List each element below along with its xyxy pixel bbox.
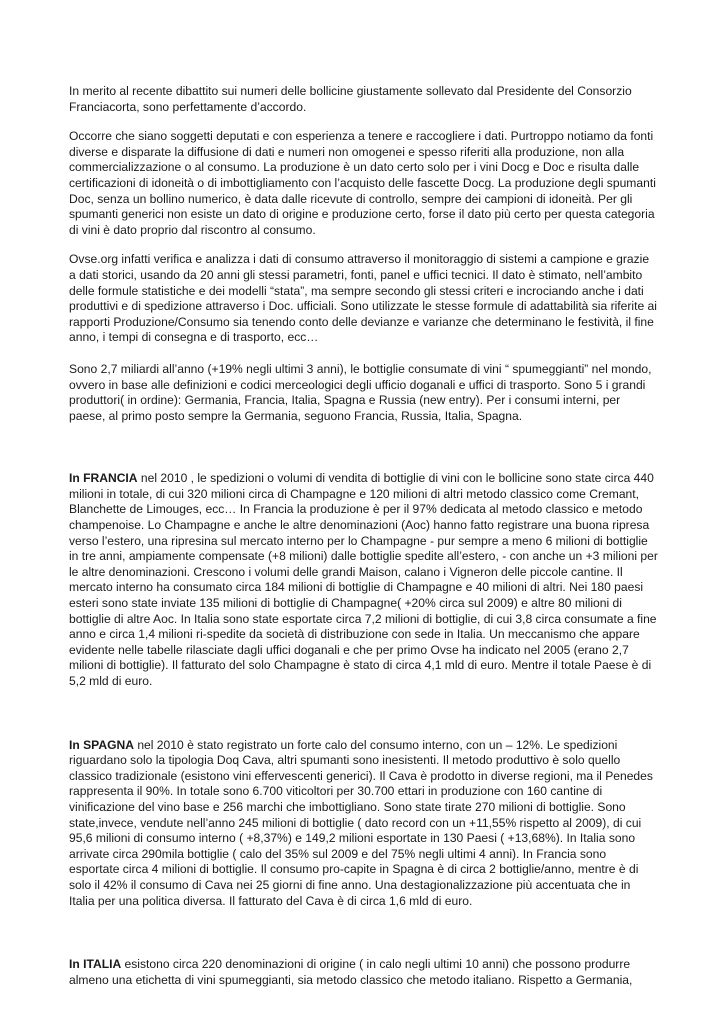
document-page — [69, 84, 659, 988]
paragraph-text: nel 2010 è stato registrato un forte calo del consumo interno, con un – 12%. Le spedizioni riguardano solo la tipologia Doq Cava, altri spumanti sono inesistenti. Il metodo produttivo è solo quello classico tradizionale (esistono vini effervescenti generici). Il Cava è prodotto in diverse regioni, ma il Penedes rappresenta il 90%. In totale sono 6.700 viticoltori per 30.700 ettari in produzione con 160 cantine di vinificazione del vino base e 256 marchi che imbottigliano. Sono state tirate 270 milioni di bottiglie. Sono state,invece, vendute nell’anno 245 milioni di bottiglie ( dato record con un +11,55% rispetto al 2009), di cui 95,6 milioni di consumo interno ( +8,37%) e 149,2 milioni esportate in 130 Paesi ( +13,68%). In Italia sono arrivate circa 290mila bottiglie ( calo del 35% sul 2009 e del 75% negli ultimi 4 anni). In Francia sono esportate circa 4 milioni di bottiglie. Il consumo pro-capite in Spagna è di circa 2 bottiglie/anno, mentre è di solo il 42% il consumo di Cava nei 25 giorni di fine anno. Una destagionalizzazione più accentuata che in Italia per una politica diversa. Il fatturato del Cava è di circa 1,6 mld di euro. — [69, 737, 653, 908]
paragraph-text: nel 2010 , le spedizioni o volumi di vendita di bottiglie di vini con le bollicine sono state circa 440 milioni in totale, di cui 320 milioni circa di Champagne e 120 milioni di altri metodo classico come Cremant, Blanchette de Limouges, ecc… In Francia la produzione è per il 97% dedicata al metodo classico e metodo champenoise. Lo Champagne e anche le altre denominazioni (Aoc) hanno fatto registrare una buona ripresa verso l’estero, una ripresina sul mercato interno per lo Champagne - pur sempre a meno 6 milioni di bottiglie in tre anni, ampiamente compensate (+8 milioni) dalle bottiglie spedite all’estero, - con anche un +3 milioni per le altre denominazioni. Crescono i volumi delle grandi Maison, calano i Vigneron delle piccole cantine. Il mercato interno ha consumato circa 184 milioni di bottiglie di Champagne e 40 milioni di altri. Nei 180 paesi esteri sono state inviate 135 milioni di bottiglie di Champagne( +20% circa sul 2009) e altre 80 milioni di bottiglie di altre Aoc. In Italia sono state esportate circa 7,2 milioni di bottiglie, di cui 3,8 circa consumate a fine anno e circa 1,4 milioni ri-spedite da società di distribuzione con sede in Italia. Un meccanismo che appare evidente nelle tabelle rilasciate dagli uffici doganali e che per primo Ovse ha indicato nel 2005 (erano 2,7 milioni di bottiglie). Il fatturato del solo Champagne è stato di circa 4,1 mld di euro. Mentre il totale Paese è di 5,2 mld di euro. — [69, 471, 658, 688]
paragraph-world-consumption — [69, 362, 659, 424]
paragraph-italy — [69, 957, 659, 988]
section-lead-spain: In SPAGNA — [69, 737, 134, 752]
paragraph-intro — [69, 84, 659, 115]
paragraph-text: Sono 2,7 miliardi all’anno (+19% negli ultimi 3 anni), le bottiglie consumate di vini “ spumeggianti” nel mondo, ovvero in base alle definizioni e codici merceologici degli ufficio doganali e uffici di trasporto. Sono 5 i grandi produttori( in ordine): Germania, Francia, Italia, Spagna e Russia (new entry). Per i consumi interni, per paese, al primo posto sempre la Germania, seguono Francia, Russia, Italia, Spagna. — [69, 361, 652, 423]
paragraph-text: esistono circa 220 denominazioni di origine ( in calo negli ultimi 10 anni) che possono produrre almeno una etichetta di vini spumeggianti, sia metodo classico che metodo italiano. Rispetto a Germania, — [69, 957, 633, 987]
paragraph-text: Ovse.org infatti verifica e analizza i dati di consumo attraverso il monitoraggio di sistemi a campione e grazie a dati storici, usando da 20 anni gli stessi parametri, fonti, panel e uffici tecnici. Il dato è stimato, nell’ambito delle formule statistiche e dei modelli “stata”, ma sempre secondo gli stessi criteri e incrociando anche i dati produttivi e di spedizione attraverso i Doc. ufficiali. Sono utilizzate le stesse formule di adattabilità sia riferite ai rapporti Produzione/Consumo sia tenendo conto delle devianze e varianze che determinano le festività, il fine anno, i tempi di consegna e di trasporto, ecc… — [69, 252, 657, 345]
paragraph-text: In merito al recente dibattito sui numeri delle bollicine giustamente sollevato dal Presidente del Consorzio Franciacorta, sono perfettamente d’accordo. — [69, 84, 632, 114]
paragraph-text: Occorre che siano soggetti deputati e con esperienza a tenere e raccogliere i dati. Purtroppo notiamo da fonti diverse e disparate la diffusione di dati e numeri non omogenei e spesso riferiti alla produzione, non alla commercializzazione o al consumo. La produzione è un dato certo solo per i vini Docg e Doc e risulta dalle certificazioni di idoneità o di imbottigliamento con l’acquisto delle fascette Docg. La produzione degli spumanti Doc, senza un bollino numerico, è data dalle ricevute di controllo, sempre dei campioni di idoneità. Per gli spumanti generici non esiste un dato di origine e produzione certo, forse il dato più certo per questa categoria di vini è dato proprio dal riscontro al consumo. — [69, 129, 656, 237]
section-lead-italy: In ITALIA — [69, 957, 122, 972]
paragraph-france — [69, 471, 659, 689]
paragraph-data-collection — [69, 129, 659, 238]
paragraph-spain — [69, 738, 659, 910]
section-lead-france: In FRANCIA — [69, 471, 138, 486]
paragraph-ovse — [69, 252, 659, 346]
